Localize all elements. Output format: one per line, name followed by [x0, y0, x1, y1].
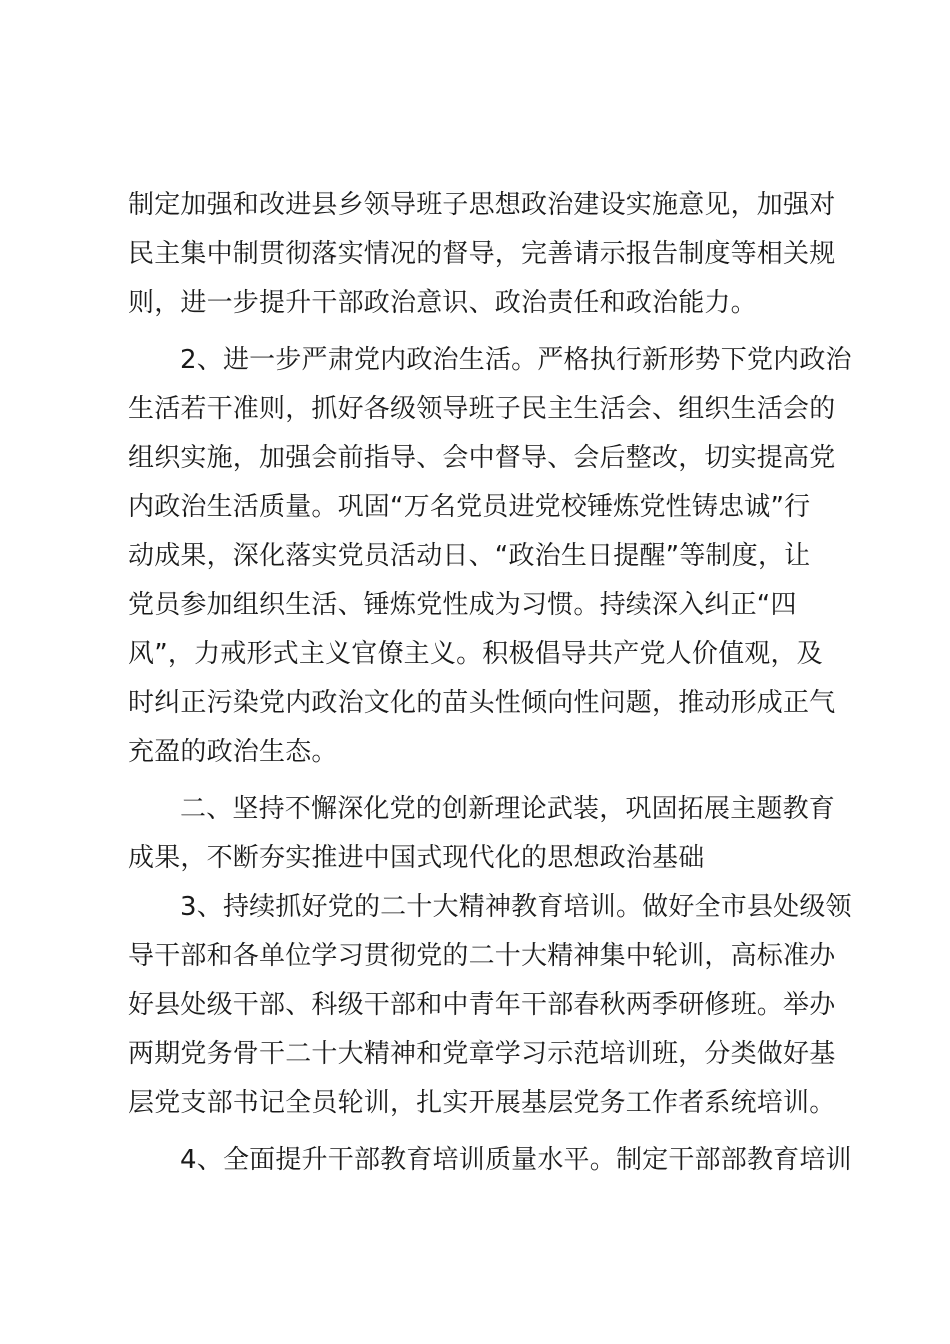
section-heading-2: 二、坚持不懈深化党的创新理论武装，巩固拓展主题教育 [180, 794, 836, 824]
paragraph-line: 好县处级干部、科级干部和中青年干部春秋两季研修班。举办 [128, 990, 836, 1020]
paragraph-line: 层党支部书记全员轮训，扎实开展基层党务工作者系统培训。 [128, 1088, 836, 1118]
paragraph-line: 动成果，深化落实党员活动日、“政治生日提醒”等制度，让 [128, 541, 811, 571]
paragraph-line: 党员参加组织生活、锤炼党性成为习惯。持续深入纠正“四 [128, 590, 797, 620]
paragraph-line: 导干部和各单位学习贯彻党的二十大精神集中轮训，高标准办 [128, 941, 836, 971]
paragraph-line: 制定加强和改进县乡领导班子思想政治建设实施意见，加强对 [128, 190, 836, 220]
paragraph-line: 两期党务骨干二十大精神和党章学习示范培训班，分类做好基 [128, 1039, 836, 1069]
document-body [128, 181, 852, 1185]
paragraph-line-item-4: 4、全面提升干部教育培训质量水平。制定干部部教育培训 [180, 1145, 852, 1175]
paragraph-line: 民主集中制贯彻落实情况的督导，完善请示报告制度等相关规 [128, 239, 836, 269]
paragraph-line: 则，进一步提升干部政治意识、政治责任和政治能力。 [128, 288, 757, 318]
paragraph-line: 时纠正污染党内政治文化的苗头性倾向性问题，推动形成正气 [128, 688, 836, 718]
paragraph-line: 生活若干准则，抓好各级领导班子民主生活会、组织生活会的 [128, 394, 836, 424]
paragraph-line: 组织实施，加强会前指导、会中督导、会后整改，切实提高党 [128, 443, 836, 473]
paragraph-line-item-2: 2、进一步严肃党内政治生活。严格执行新形势下党内政治 [180, 345, 852, 375]
paragraph-line: 风”，力戒形式主义官僚主义。积极倡导共产党人价值观，及 [128, 639, 823, 669]
section-heading-2-cont: 成果，不断夯实推进中国式现代化的思想政治基础 [128, 843, 705, 873]
paragraph-line: 内政治生活质量。巩固“万名党员进党校锤炼党性铸忠诚”行 [128, 492, 811, 522]
paragraph-line: 充盈的政治生态。 [128, 737, 338, 767]
paragraph-line-item-3: 3、持续抓好党的二十大精神教育培训。做好全市县处级领 [180, 892, 852, 922]
